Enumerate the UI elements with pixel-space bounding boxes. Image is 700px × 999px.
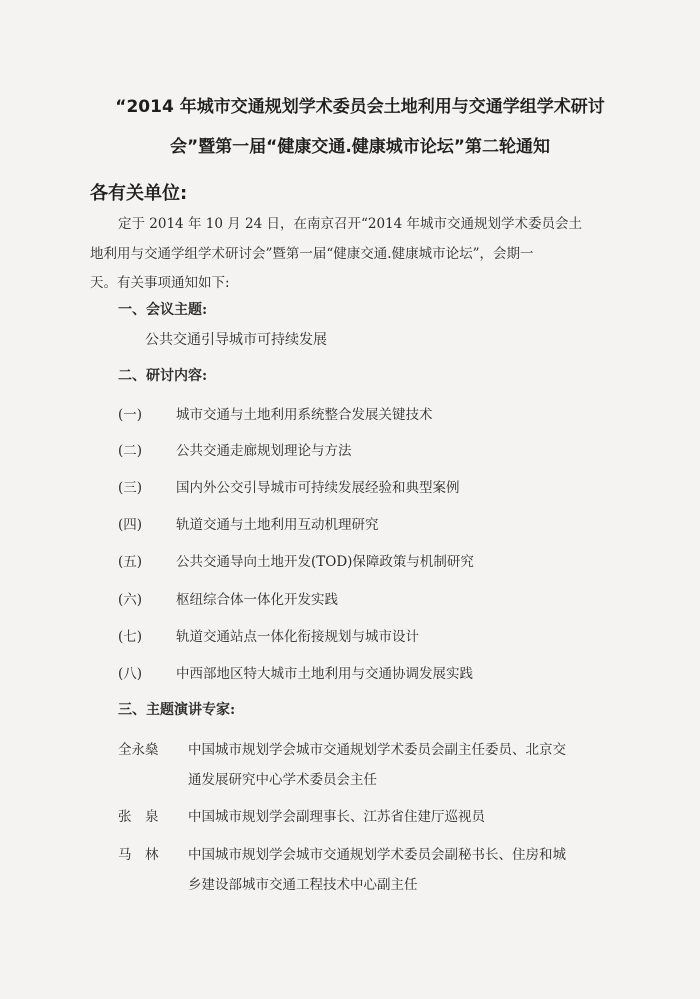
topic-number: (二)	[118, 443, 143, 459]
conference-theme: 公共交通引导城市可持续发展	[145, 332, 327, 348]
intro-line-2: 地利用与交通学组学术研讨会”暨第一届“健康交通.健康城市论坛”，会期一	[90, 246, 534, 262]
topic-number: (八)	[118, 666, 143, 682]
expert-title-line-2: 乡建设部城市交通工程技术中心副主任	[188, 877, 418, 893]
topic-item	[118, 550, 474, 570]
topic-item	[118, 662, 473, 682]
expert-title-line-1: 中国城市规划学会城市交通规划学术委员会副秘书长、住房和城	[188, 847, 566, 863]
title-line-2: 会”暨第一届“健康交通.健康城市论坛”第二轮通知	[170, 137, 550, 157]
topic-text: 国内外公交引导城市可持续发展经验和典型案例	[176, 480, 460, 496]
topic-number: (七)	[118, 629, 143, 645]
expert-name: 张 泉	[118, 809, 159, 825]
topic-number: (五)	[118, 554, 143, 570]
topic-item	[118, 625, 419, 645]
section-3-heading: 三、主题演讲专家:	[118, 702, 236, 718]
topic-text: 中西部地区特大城市土地利用与交通协调发展实践	[176, 666, 473, 682]
salutation: 各有关单位:	[90, 183, 188, 204]
title-line-1: “2014 年城市交通规划学术委员会土地利用与交通学组学术研讨	[115, 97, 605, 117]
topic-text: 轨道交通与土地利用互动机理研究	[176, 517, 379, 533]
expert-name: 全永燊	[118, 742, 159, 758]
expert-title-line-1: 中国城市规划学会城市交通规划学术委员会副主任委员、北京交	[188, 742, 566, 758]
topic-item	[118, 513, 379, 533]
topic-item	[118, 476, 460, 496]
expert-name: 马 林	[118, 847, 159, 863]
topic-item	[118, 588, 338, 608]
intro-line-1: 定于 2014 年 10 月 24 日，在南京召开“2014 年城市交通规划学术委员会土	[118, 216, 583, 232]
topic-text: 轨道交通站点一体化衔接规划与城市设计	[176, 629, 419, 645]
topic-number: (三)	[118, 480, 143, 496]
topic-number: (六)	[118, 592, 143, 608]
topic-number: (一)	[118, 407, 143, 423]
topic-number: (四)	[118, 517, 143, 533]
topic-item	[118, 439, 352, 459]
section-2-heading: 二、研讨内容:	[118, 368, 208, 384]
expert-title-line-2: 通发展研究中心学术委员会主任	[188, 772, 377, 788]
topic-text: 公共交通导向土地开发(TOD)保障政策与机制研究	[176, 554, 474, 570]
topic-text: 城市交通与土地利用系统整合发展关键技术	[176, 407, 433, 423]
topic-item	[118, 403, 433, 423]
intro-line-3: 天。有关事项通知如下:	[90, 275, 230, 291]
section-1-heading: 一、会议主题:	[118, 302, 208, 318]
expert-title-line-1: 中国城市规划学会副理事长、江苏省住建厅巡视员	[188, 809, 485, 825]
topic-text: 枢纽综合体一体化开发实践	[176, 592, 338, 608]
topic-text: 公共交通走廊规划理论与方法	[176, 443, 352, 459]
